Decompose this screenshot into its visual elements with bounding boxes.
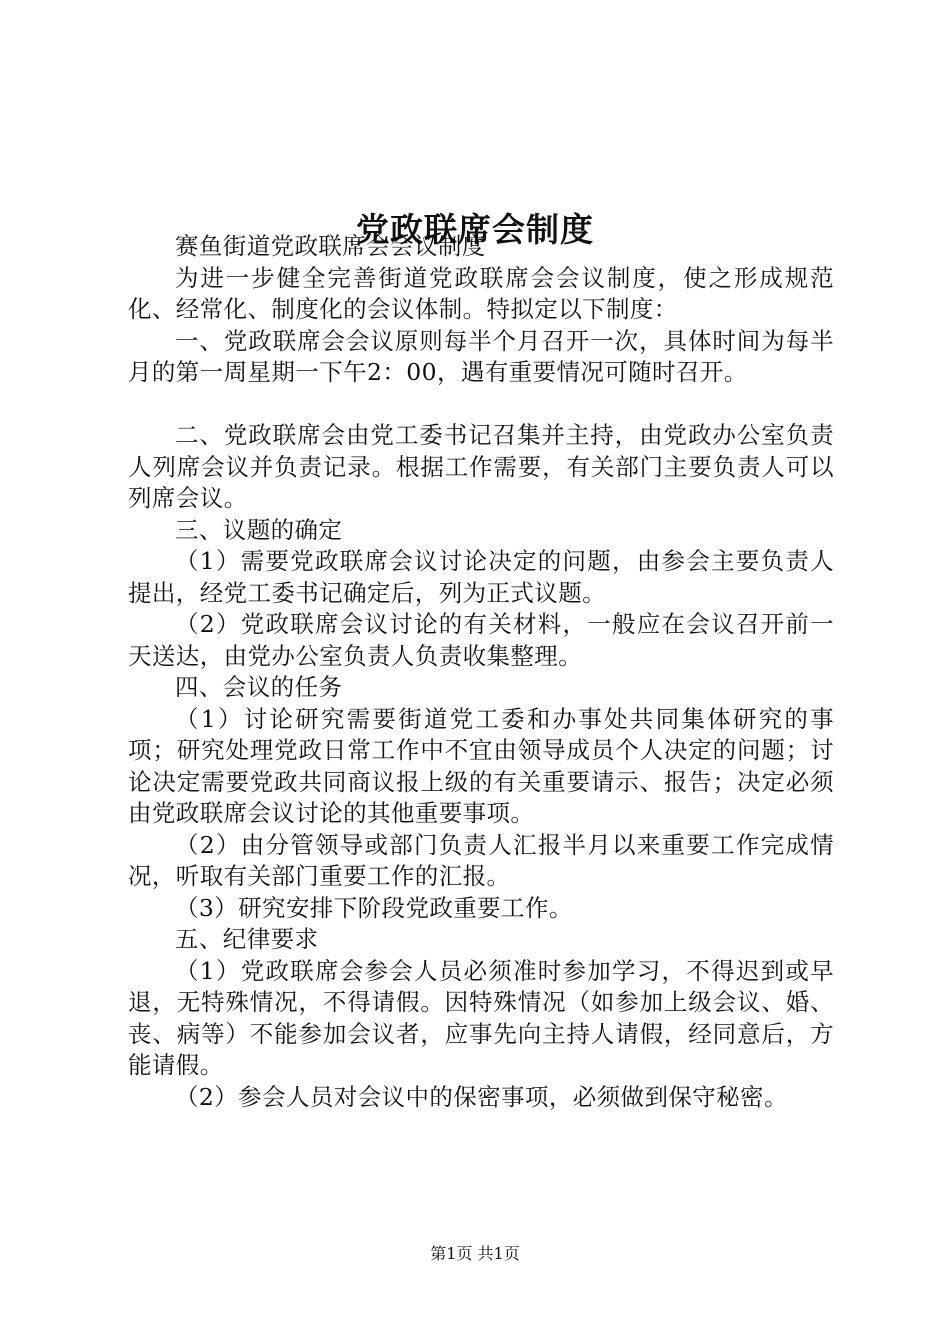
paragraph-section-1: 一、党政联席会会议原则每半个月召开一次，具体时间为每半月的第一周星期一下午2：00，遇有重要情况可随时召开。	[128, 326, 834, 386]
paragraph-section-2: 二、党政联席会由党工委书记召集并主持，由党政办公室负责人列席会议并负责记录。根据工作需要，有关部门主要负责人可以列席会议。	[128, 421, 834, 512]
paragraph-section-5-item-1: （1）党政联席会参会人员必须准时参加学习，不得迟到或早退，无特殊情况，不得请假。因特殊情况（如参加上级会议、婚、丧、病等）不能参加会议者，应事先向主持人请假，经同意后，方能请假。	[128, 956, 834, 1079]
paragraph-section-5-heading: 五、纪律要求	[175, 925, 319, 953]
paragraph-section-4-item-1: （1）讨论研究需要街道党工委和办事处共同集体研究的事项；研究处理党政日常工作中不宜由领导成员个人决定的问题；讨论决定需要党政共同商议报上级的有关重要请示、报告；决定必须由党政联席会议讨论的其他重要事项。	[128, 704, 834, 827]
paragraph-section-3-heading: 三、议题的确定	[175, 515, 343, 544]
paragraph-section-4-heading: 四、会议的任务	[175, 673, 343, 701]
paragraph-subtitle: 赛鱼街道党政联席会会议制度	[175, 232, 486, 260]
page-number: 第1页 共1页	[430, 1244, 520, 1263]
paragraph-section-3-item-1: （1）需要党政联席会议讨论决定的问题，由参会主要负责人提出，经党工委书记确定后，列为正式议题。	[128, 547, 834, 607]
paragraph-section-4-item-2: （2）由分管领导或部门负责人汇报半月以来重要工作完成情况，听取有关部门重要工作的汇报。	[128, 830, 834, 890]
document-title: 党政联席会制度	[356, 210, 594, 250]
paragraph-section-5-item-2: （2）参会人员对会议中的保密事项，必须做到保守秘密。	[175, 1082, 788, 1111]
paragraph-section-4-item-3: （3）研究安排下阶段党政重要工作。	[175, 893, 573, 922]
paragraph-intro: 为进一步健全完善街道党政联席会会议制度，使之形成规范化、经常化、制度化的会议体制。特拟定以下制度：	[128, 263, 834, 323]
paragraph-section-3-item-2: （2）党政联席会议讨论的有关材料，一般应在会议召开前一天送达，由党办公室负责人负责收集整理。	[128, 610, 834, 670]
document-body	[128, 231, 834, 1113]
